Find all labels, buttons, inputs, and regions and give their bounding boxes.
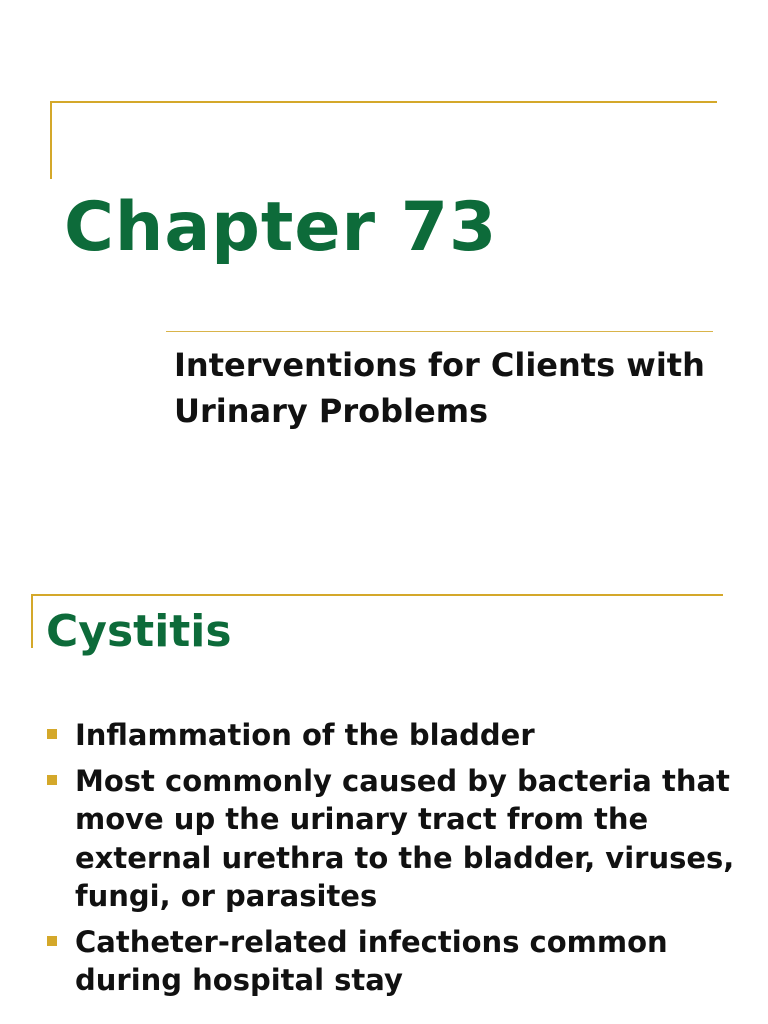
- square-bullet-icon: [47, 936, 57, 946]
- slide-title: Cystitis: [46, 606, 232, 657]
- chapter-subtitle: Interventions for Clients with Urinary Problems: [174, 346, 705, 430]
- bullet-item: [46, 923, 746, 1000]
- frame-top-rule: [50, 101, 717, 103]
- bullet-text: Most commonly caused by bacteria that move up the urinary tract from the external urethra to the bladder, viruses, fungi, or parasites: [75, 763, 735, 913]
- bullet-text: Catheter-related infections common during hospital stay: [75, 924, 668, 997]
- square-bullet-icon: [47, 775, 57, 785]
- bullet-item: [46, 762, 746, 916]
- content-slide: [0, 560, 768, 1024]
- subtitle-rule: [166, 331, 713, 332]
- frame-left-rule: [50, 101, 52, 179]
- bullet-list: [46, 716, 746, 1007]
- bullet-text: Inflammation of the bladder: [75, 718, 535, 752]
- bullet-item: [46, 716, 746, 755]
- square-bullet-icon: [47, 729, 57, 739]
- frame-top-rule: [31, 594, 723, 596]
- frame-left-rule: [31, 594, 33, 648]
- chapter-title: Chapter 73: [64, 188, 498, 267]
